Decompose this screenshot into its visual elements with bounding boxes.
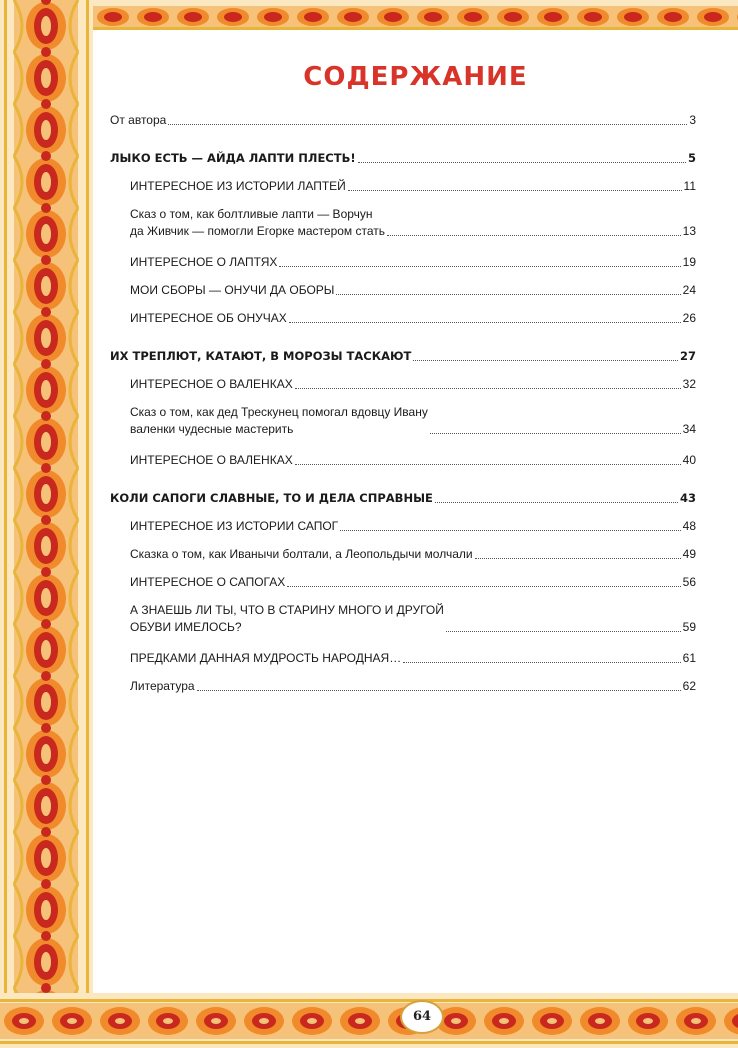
- toc-entry-page: 19: [682, 255, 696, 269]
- toc-entry-title: Сказка о том, как Иванычи болтали, а Леопольдычи молчали: [130, 547, 473, 561]
- toc-entry-page: 5: [687, 151, 696, 165]
- toc-entry-page: 34: [682, 422, 696, 436]
- toc-entry: [110, 574, 696, 591]
- toc-entry-page: 40: [682, 453, 696, 467]
- toc-entry: [110, 206, 696, 240]
- toc-entry: [110, 178, 696, 195]
- dot-leader: [403, 662, 680, 663]
- toc-entry-page: 13: [682, 224, 696, 238]
- dot-leader: [430, 433, 681, 434]
- toc-entry: [110, 546, 696, 563]
- toc-entry-page: 59: [682, 620, 696, 634]
- toc-entry-title: ИНТЕРЕСНОЕ О ВАЛЕНКАХ: [130, 377, 293, 391]
- toc-entry-page: 32: [682, 377, 696, 391]
- toc-entry-title: А ЗНАЕШЬ ЛИ ТЫ, ЧТО В СТАРИНУ МНОГО И ДРУГОЙ ОБУВИ ИМЕЛОСЬ?: [130, 603, 444, 634]
- toc-entry-title: ИНТЕРЕСНОЕ О САПОГАХ: [130, 575, 286, 589]
- toc-entry-title: ИНТЕРЕСНОЕ ОБ ОНУЧАХ: [130, 311, 287, 325]
- toc-entry: [110, 112, 696, 129]
- toc-entry-page: 48: [682, 519, 696, 533]
- toc-entry: [110, 518, 696, 535]
- toc-entry-title: ПРЕДКАМИ ДАННАЯ МУДРОСТЬ НАРОДНАЯ…: [130, 651, 402, 665]
- toc-entry-title: Сказ о том, как дед Трескунец помогал вдовцу Ивану валенки чудесные мастерить: [130, 405, 428, 436]
- dot-leader: [348, 190, 682, 191]
- toc-entry: [110, 678, 696, 695]
- toc-entry: [110, 282, 696, 299]
- dot-leader: [358, 162, 686, 163]
- toc-section-entry: [110, 150, 696, 167]
- toc-entry-page: 26: [682, 311, 696, 325]
- toc-entry: [110, 602, 696, 636]
- page-number: 64: [400, 1000, 444, 1034]
- dot-leader: [336, 294, 680, 295]
- dot-leader: [289, 322, 681, 323]
- toc-entry-title: ИХ ТРЕПЛЮТ, КАТАЮТ, В МОРОЗЫ ТАСКАЮТ: [110, 349, 412, 363]
- toc-section-entry: [110, 348, 696, 365]
- toc-entry-title: От автора: [110, 113, 167, 127]
- toc-entry-title: ИНТЕРЕСНОЕ О ВАЛЕНКАХ: [130, 453, 293, 467]
- dot-leader: [168, 124, 687, 125]
- ornamental-border-left: [0, 0, 93, 1048]
- page-title: СОДЕРЖАНИЕ: [303, 62, 528, 92]
- dot-leader: [295, 388, 681, 389]
- toc-entry-page: 24: [682, 283, 696, 297]
- toc-entry: [110, 254, 696, 271]
- toc-entry-page: 27: [679, 349, 696, 363]
- dot-leader: [279, 266, 680, 267]
- toc-entry-page: 62: [682, 679, 696, 693]
- toc-entry-title: Литература: [130, 679, 195, 693]
- toc-entry: [110, 404, 696, 438]
- dot-leader: [413, 360, 678, 361]
- ornamental-border-top: [93, 0, 738, 35]
- toc-entry-page: 11: [683, 179, 696, 193]
- dot-leader: [197, 690, 681, 691]
- toc-entry-title: КОЛИ САПОГИ СЛАВНЫЕ, ТО И ДЕЛА СПРАВНЫЕ: [110, 491, 433, 505]
- dot-leader: [435, 502, 678, 503]
- dot-leader: [475, 558, 681, 559]
- toc-entry-title: ИНТЕРЕСНОЕ О ЛАПТЯХ: [130, 255, 278, 269]
- dot-leader: [446, 631, 681, 632]
- toc-entry-page: 56: [682, 575, 696, 589]
- toc-entry-page: 43: [679, 491, 696, 505]
- toc-entry: [110, 376, 696, 393]
- dot-leader: [287, 586, 680, 587]
- toc-entry: [110, 310, 696, 327]
- toc-entry: [110, 452, 696, 469]
- dot-leader: [340, 530, 680, 531]
- toc-entry-title: ИНТЕРЕСНОЕ ИЗ ИСТОРИИ ЛАПТЕЙ: [130, 179, 346, 193]
- toc-entry-title: ЛЫКО ЕСТЬ — АЙДА ЛАПТИ ПЛЕСТЬ!: [110, 151, 356, 165]
- dot-leader: [295, 464, 681, 465]
- toc-entry-page: 61: [682, 651, 696, 665]
- toc-entry: [110, 650, 696, 667]
- toc-entry-title: МОИ СБОРЫ — ОНУЧИ ДА ОБОРЫ: [130, 283, 335, 297]
- toc-entry-page: 49: [682, 547, 696, 561]
- toc-section-entry: [110, 490, 696, 507]
- toc-entry-title: ИНТЕРЕСНОЕ ИЗ ИСТОРИИ САПОГ: [130, 519, 339, 533]
- ornamental-border-bottom: [0, 993, 738, 1048]
- toc-entry-page: 3: [689, 113, 696, 127]
- dot-leader: [387, 235, 681, 236]
- toc-entry-title: Сказ о том, как болтливые лапти — Ворчун да Живчик — помогли Егорке мастером стать: [130, 207, 386, 238]
